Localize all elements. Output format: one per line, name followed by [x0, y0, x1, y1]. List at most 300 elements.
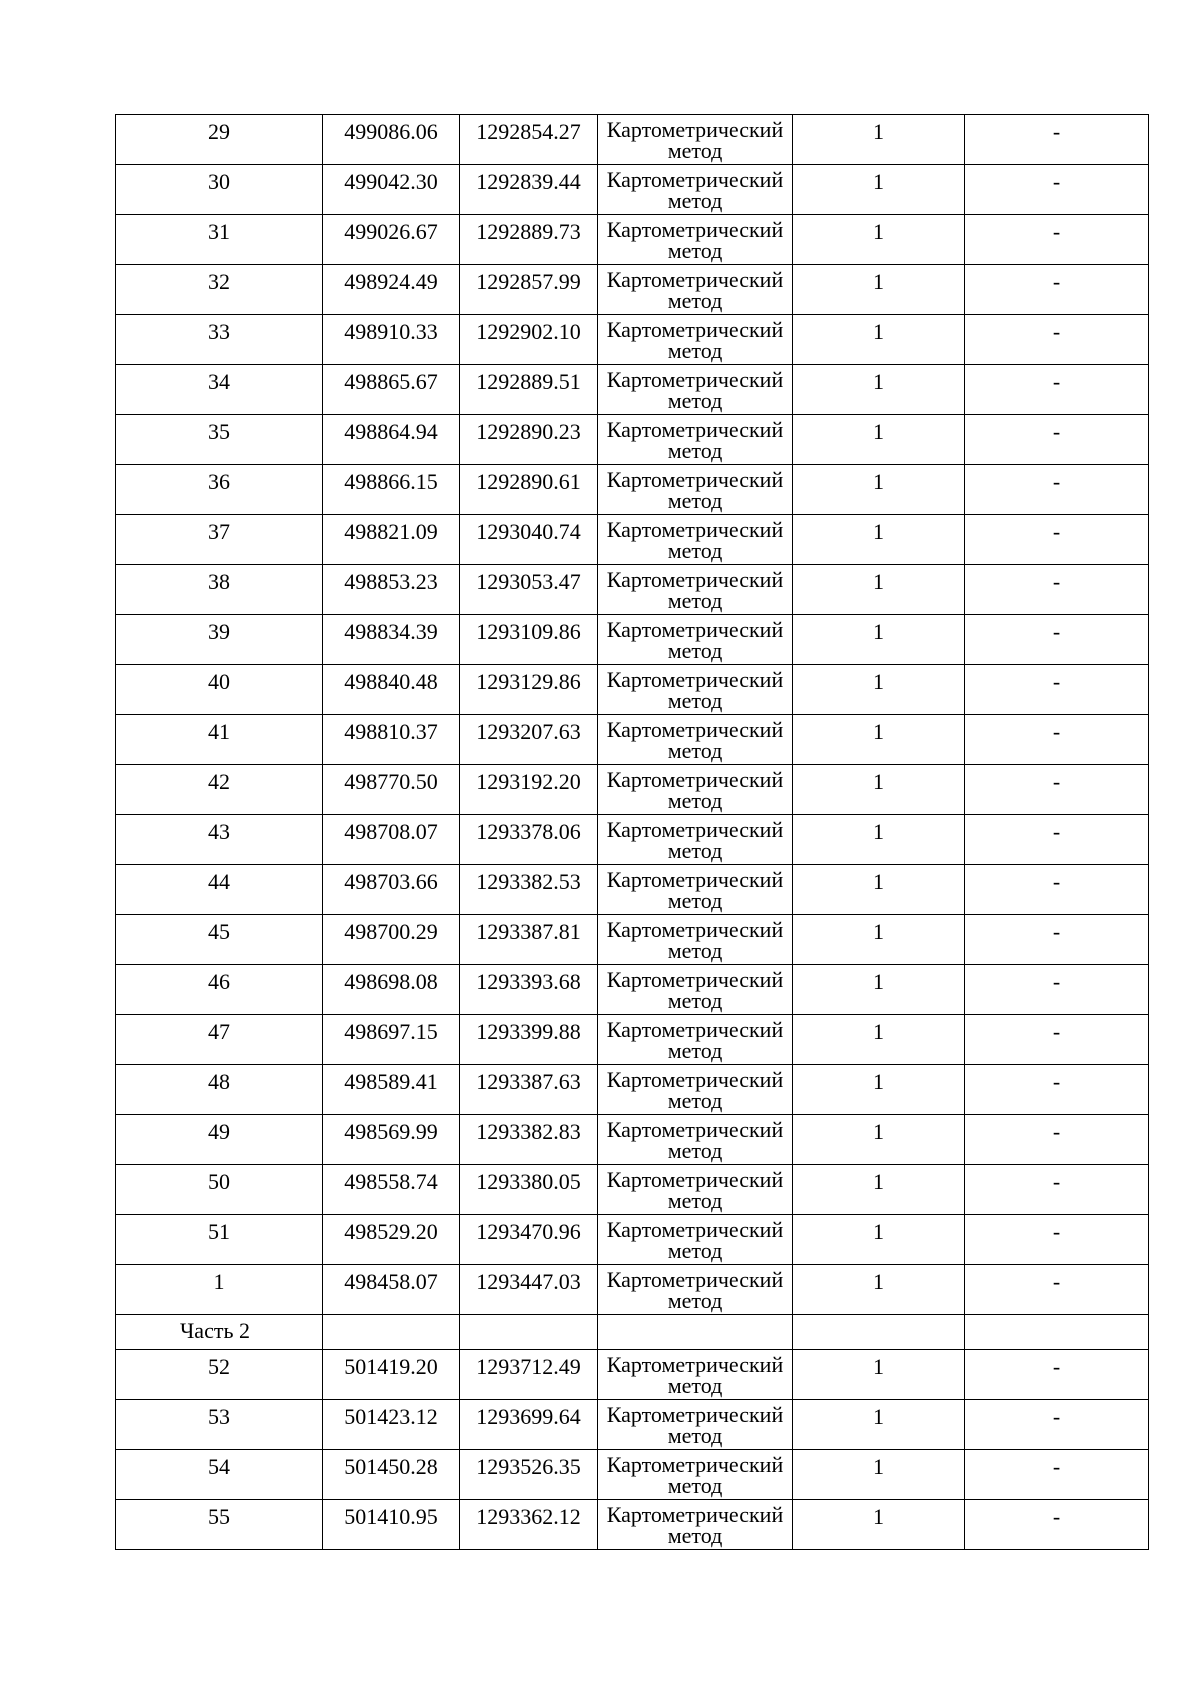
method-cell: [598, 115, 793, 165]
point-number-cell: [116, 165, 323, 215]
accuracy-cell: [793, 365, 965, 415]
table-row: [116, 1500, 1149, 1550]
note-value: -: [1052, 1269, 1061, 1294]
point-number: 49: [208, 1119, 230, 1144]
method-label-line1: Картометрический: [606, 267, 784, 292]
empty-cell: [793, 1315, 965, 1350]
point-number-cell: [116, 1450, 323, 1500]
table-row: [116, 1265, 1149, 1315]
y-coordinate: 1293192.20: [476, 769, 581, 794]
y-coordinate: 1292890.61: [476, 469, 581, 494]
note-value: -: [1052, 369, 1061, 394]
part-label: Часть 2: [180, 1318, 250, 1343]
x-coordinate-cell: [323, 1215, 460, 1265]
method-label-line2: метод: [667, 288, 723, 313]
x-coordinate-cell: [323, 1350, 460, 1400]
x-coordinate: 501450.28: [344, 1454, 438, 1479]
table-row: [116, 1450, 1149, 1500]
y-coordinate: 1293393.68: [476, 969, 581, 994]
point-number: 44: [208, 869, 230, 894]
accuracy-value: 1: [873, 169, 884, 194]
note-value: -: [1052, 619, 1061, 644]
method-cell: [598, 265, 793, 315]
accuracy-cell: [793, 865, 965, 915]
method-cell: [598, 865, 793, 915]
note-cell: [965, 1165, 1149, 1215]
note-value: -: [1052, 669, 1061, 694]
part-label-cell: [116, 1315, 323, 1350]
point-number: 47: [208, 1019, 230, 1044]
accuracy-value: 1: [873, 1069, 884, 1094]
y-coordinate-cell: [460, 365, 598, 415]
accuracy-value: 1: [873, 519, 884, 544]
accuracy-cell: [793, 665, 965, 715]
note-value: -: [1052, 1119, 1061, 1144]
table-row: [116, 1350, 1149, 1400]
accuracy-cell: [793, 615, 965, 665]
point-number: 46: [208, 969, 230, 994]
x-coordinate-cell: [323, 515, 460, 565]
accuracy-value: 1: [873, 1404, 884, 1429]
method-label-line2: метод: [667, 1288, 723, 1313]
method-label-line1: Картометрический: [606, 1067, 784, 1092]
x-coordinate: 498770.50: [344, 769, 438, 794]
method-cell: [598, 765, 793, 815]
x-coordinate-cell: [323, 1265, 460, 1315]
method-label-line2: метод: [667, 388, 723, 413]
y-coordinate-cell: [460, 1115, 598, 1165]
accuracy-cell: [793, 1115, 965, 1165]
method-label-line1: Картометрический: [606, 617, 784, 642]
method-label-line2: метод: [667, 588, 723, 613]
point-number: 41: [208, 719, 230, 744]
y-coordinate: 1292902.10: [476, 319, 581, 344]
x-coordinate-cell: [323, 115, 460, 165]
y-coordinate-cell: [460, 565, 598, 615]
method-cell: [598, 165, 793, 215]
note-value: -: [1052, 469, 1061, 494]
accuracy-value: 1: [873, 1019, 884, 1044]
method-cell: [598, 815, 793, 865]
accuracy-value: 1: [873, 719, 884, 744]
table-row: [116, 915, 1149, 965]
x-coordinate-cell: [323, 715, 460, 765]
point-number-cell: [116, 865, 323, 915]
note-value: -: [1052, 869, 1061, 894]
accuracy-value: 1: [873, 1354, 884, 1379]
x-coordinate-cell: [323, 465, 460, 515]
x-coordinate: 498834.39: [344, 619, 438, 644]
note-cell: [965, 1400, 1149, 1450]
point-number: 1: [213, 1269, 225, 1294]
method-label-line2: метод: [667, 1238, 723, 1263]
y-coordinate: 1292889.73: [476, 219, 581, 244]
accuracy-cell: [793, 965, 965, 1015]
method-cell: [598, 1400, 793, 1450]
y-coordinate: 1293712.49: [476, 1354, 581, 1379]
point-number-cell: [116, 1215, 323, 1265]
y-coordinate: 1293380.05: [476, 1169, 581, 1194]
table-row: [116, 765, 1149, 815]
x-coordinate: 498458.07: [344, 1269, 438, 1294]
x-coordinate: 498589.41: [344, 1069, 438, 1094]
method-label-line1: Картометрический: [606, 1502, 784, 1527]
method-cell: [598, 715, 793, 765]
point-number: 51: [208, 1219, 230, 1244]
note-cell: [965, 1265, 1149, 1315]
y-coordinate-cell: [460, 615, 598, 665]
note-value: -: [1052, 769, 1061, 794]
accuracy-value: 1: [873, 319, 884, 344]
y-coordinate-cell: [460, 815, 598, 865]
note-value: -: [1052, 1219, 1061, 1244]
point-number-cell: [116, 715, 323, 765]
y-coordinate: 1293470.96: [476, 1219, 581, 1244]
table-row: [116, 1115, 1149, 1165]
x-coordinate: 498865.67: [344, 369, 438, 394]
point-number-cell: [116, 615, 323, 665]
accuracy-value: 1: [873, 419, 884, 444]
x-coordinate-cell: [323, 265, 460, 315]
x-coordinate: 498864.94: [344, 419, 438, 444]
y-coordinate-cell: [460, 415, 598, 465]
accuracy-cell: [793, 315, 965, 365]
point-number: 33: [208, 319, 230, 344]
method-label-line2: метод: [667, 1473, 723, 1498]
note-value: -: [1052, 219, 1061, 244]
table-row: [116, 1065, 1149, 1115]
point-number: 29: [208, 119, 230, 144]
x-coordinate-cell: [323, 915, 460, 965]
x-coordinate: 498529.20: [344, 1219, 438, 1244]
accuracy-cell: [793, 165, 965, 215]
accuracy-cell: [793, 465, 965, 515]
coordinates-table-body: [116, 115, 1149, 1550]
note-cell: [965, 165, 1149, 215]
accuracy-value: 1: [873, 769, 884, 794]
accuracy-value: 1: [873, 669, 884, 694]
accuracy-value: 1: [873, 269, 884, 294]
x-coordinate-cell: [323, 615, 460, 665]
coordinates-table: [115, 114, 1149, 1550]
point-number: 53: [208, 1404, 230, 1429]
point-number-cell: [116, 465, 323, 515]
method-label-line2: метод: [667, 1523, 723, 1548]
method-label-line2: метод: [667, 438, 723, 463]
accuracy-cell: [793, 1400, 965, 1450]
note-cell: [965, 815, 1149, 865]
method-label-line1: Картометрический: [606, 117, 784, 142]
x-coordinate-cell: [323, 215, 460, 265]
x-coordinate: 498708.07: [344, 819, 438, 844]
x-coordinate: 498700.29: [344, 919, 438, 944]
x-coordinate-cell: [323, 865, 460, 915]
table-row: [116, 815, 1149, 865]
empty-cell: [323, 1315, 460, 1350]
point-number-cell: [116, 765, 323, 815]
note-cell: [965, 215, 1149, 265]
method-label-line2: метод: [667, 888, 723, 913]
note-cell: [965, 1015, 1149, 1065]
accuracy-value: 1: [873, 1219, 884, 1244]
note-cell: [965, 1450, 1149, 1500]
y-coordinate: 1293129.86: [476, 669, 581, 694]
point-number-cell: [116, 315, 323, 365]
x-coordinate: 498810.37: [344, 719, 438, 744]
point-number-cell: [116, 1500, 323, 1550]
note-value: -: [1052, 1354, 1061, 1379]
note-cell: [965, 1115, 1149, 1165]
note-value: -: [1052, 1169, 1061, 1194]
point-number-cell: [116, 415, 323, 465]
y-coordinate-cell: [460, 865, 598, 915]
accuracy-value: 1: [873, 1269, 884, 1294]
y-coordinate: 1293387.81: [476, 919, 581, 944]
accuracy-cell: [793, 1215, 965, 1265]
y-coordinate: 1292890.23: [476, 419, 581, 444]
x-coordinate-cell: [323, 965, 460, 1015]
point-number-cell: [116, 1265, 323, 1315]
method-label-line2: метод: [667, 138, 723, 163]
note-cell: [965, 415, 1149, 465]
method-label-line2: метод: [667, 338, 723, 363]
accuracy-value: 1: [873, 819, 884, 844]
note-cell: [965, 115, 1149, 165]
method-label-line2: метод: [667, 638, 723, 663]
note-value: -: [1052, 1504, 1061, 1529]
accuracy-value: 1: [873, 469, 884, 494]
y-coordinate: 1293382.83: [476, 1119, 581, 1144]
accuracy-cell: [793, 1500, 965, 1550]
accuracy-cell: [793, 1015, 965, 1065]
y-coordinate-cell: [460, 1450, 598, 1500]
accuracy-cell: [793, 1350, 965, 1400]
point-number: 52: [208, 1354, 230, 1379]
point-number: 35: [208, 419, 230, 444]
note-cell: [965, 715, 1149, 765]
x-coordinate-cell: [323, 1450, 460, 1500]
x-coordinate-cell: [323, 665, 460, 715]
y-coordinate: 1292839.44: [476, 169, 581, 194]
method-cell: [598, 365, 793, 415]
y-coordinate-cell: [460, 165, 598, 215]
y-coordinate-cell: [460, 715, 598, 765]
accuracy-value: 1: [873, 969, 884, 994]
method-cell: [598, 1215, 793, 1265]
table-row: [116, 415, 1149, 465]
y-coordinate-cell: [460, 315, 598, 365]
y-coordinate: 1293382.53: [476, 869, 581, 894]
x-coordinate: 498840.48: [344, 669, 438, 694]
x-coordinate: 498703.66: [344, 869, 438, 894]
y-coordinate-cell: [460, 765, 598, 815]
table-row: [116, 215, 1149, 265]
x-coordinate: 499042.30: [344, 169, 438, 194]
accuracy-cell: [793, 415, 965, 465]
accuracy-cell: [793, 1450, 965, 1500]
point-number-cell: [116, 565, 323, 615]
note-cell: [965, 465, 1149, 515]
method-cell: [598, 915, 793, 965]
method-label-line1: Картометрический: [606, 567, 784, 592]
note-value: -: [1052, 1454, 1061, 1479]
point-number: 43: [208, 819, 230, 844]
table-row: [116, 165, 1149, 215]
point-number-cell: [116, 365, 323, 415]
accuracy-cell: [793, 915, 965, 965]
point-number: 45: [208, 919, 230, 944]
point-number: 34: [208, 369, 230, 394]
method-label-line2: метод: [667, 1423, 723, 1448]
note-cell: [965, 665, 1149, 715]
x-coordinate-cell: [323, 1400, 460, 1450]
method-label-line1: Картометрический: [606, 667, 784, 692]
method-label-line2: метод: [667, 238, 723, 263]
point-number: 39: [208, 619, 230, 644]
y-coordinate: 1293526.35: [476, 1454, 581, 1479]
accuracy-value: 1: [873, 219, 884, 244]
method-label-line1: Картометрический: [606, 1167, 784, 1192]
y-coordinate: 1293207.63: [476, 719, 581, 744]
accuracy-cell: [793, 115, 965, 165]
point-number: 36: [208, 469, 230, 494]
method-label-line2: метод: [667, 1373, 723, 1398]
point-number-cell: [116, 515, 323, 565]
table-row: [116, 315, 1149, 365]
note-value: -: [1052, 119, 1061, 144]
x-coordinate-cell: [323, 1165, 460, 1215]
method-cell: [598, 215, 793, 265]
method-label-line2: метод: [667, 688, 723, 713]
y-coordinate-cell: [460, 115, 598, 165]
accuracy-value: 1: [873, 1119, 884, 1144]
point-number-cell: [116, 915, 323, 965]
y-coordinate-cell: [460, 665, 598, 715]
y-coordinate: 1293447.03: [476, 1269, 581, 1294]
part-heading-row: [116, 1315, 1149, 1350]
accuracy-value: 1: [873, 919, 884, 944]
point-number: 30: [208, 169, 230, 194]
accuracy-cell: [793, 715, 965, 765]
note-value: -: [1052, 1069, 1061, 1094]
table-row: [116, 665, 1149, 715]
method-label-line2: метод: [667, 838, 723, 863]
x-coordinate-cell: [323, 565, 460, 615]
point-number: 54: [208, 1454, 230, 1479]
table-row: [116, 1215, 1149, 1265]
table-row: [116, 115, 1149, 165]
method-cell: [598, 315, 793, 365]
y-coordinate-cell: [460, 1165, 598, 1215]
point-number: 42: [208, 769, 230, 794]
y-coordinate: 1292854.27: [476, 119, 581, 144]
method-label-line1: Картометрический: [606, 467, 784, 492]
method-label-line1: Картометрический: [606, 1217, 784, 1242]
method-label-line2: метод: [667, 188, 723, 213]
note-cell: [965, 1350, 1149, 1400]
method-label-line2: метод: [667, 1038, 723, 1063]
note-cell: [965, 365, 1149, 415]
y-coordinate: 1293109.86: [476, 619, 581, 644]
note-cell: [965, 765, 1149, 815]
note-value: -: [1052, 319, 1061, 344]
y-coordinate: 1292889.51: [476, 369, 581, 394]
accuracy-cell: [793, 765, 965, 815]
note-cell: [965, 1500, 1149, 1550]
y-coordinate-cell: [460, 515, 598, 565]
note-value: -: [1052, 1019, 1061, 1044]
method-cell: [598, 565, 793, 615]
method-label-line2: метод: [667, 988, 723, 1013]
method-cell: [598, 665, 793, 715]
table-row: [116, 565, 1149, 615]
y-coordinate-cell: [460, 465, 598, 515]
method-label-line1: Картометрический: [606, 217, 784, 242]
note-cell: [965, 515, 1149, 565]
note-value: -: [1052, 1404, 1061, 1429]
table-row: [116, 865, 1149, 915]
note-value: -: [1052, 419, 1061, 444]
method-label-line1: Картометрический: [606, 717, 784, 742]
x-coordinate-cell: [323, 1500, 460, 1550]
table-row: [116, 715, 1149, 765]
y-coordinate-cell: [460, 915, 598, 965]
accuracy-value: 1: [873, 619, 884, 644]
method-cell: [598, 515, 793, 565]
method-label-line1: Картометрический: [606, 917, 784, 942]
x-coordinate: 498558.74: [344, 1169, 438, 1194]
point-number-cell: [116, 1165, 323, 1215]
method-cell: [598, 965, 793, 1015]
table-row: [116, 1015, 1149, 1065]
table-row: [116, 1165, 1149, 1215]
note-value: -: [1052, 719, 1061, 744]
note-cell: [965, 315, 1149, 365]
y-coordinate: 1293699.64: [476, 1404, 581, 1429]
table-row: [116, 1400, 1149, 1450]
accuracy-cell: [793, 265, 965, 315]
accuracy-value: 1: [873, 869, 884, 894]
method-label-line1: Картометрический: [606, 317, 784, 342]
point-number-cell: [116, 815, 323, 865]
note-value: -: [1052, 819, 1061, 844]
point-number: 38: [208, 569, 230, 594]
y-coordinate: 1293378.06: [476, 819, 581, 844]
accuracy-value: 1: [873, 569, 884, 594]
point-number-cell: [116, 1115, 323, 1165]
y-coordinate-cell: [460, 965, 598, 1015]
method-label-line1: Картометрический: [606, 167, 784, 192]
y-coordinate-cell: [460, 1265, 598, 1315]
y-coordinate-cell: [460, 1350, 598, 1400]
empty-cell: [460, 1315, 598, 1350]
point-number-cell: [116, 115, 323, 165]
point-number: 48: [208, 1069, 230, 1094]
x-coordinate: 501419.20: [344, 1354, 438, 1379]
method-label-line1: Картометрический: [606, 1117, 784, 1142]
x-coordinate: 499086.06: [344, 119, 438, 144]
method-cell: [598, 1115, 793, 1165]
x-coordinate: 498821.09: [344, 519, 438, 544]
point-number-cell: [116, 1400, 323, 1450]
method-label-line1: Картометрический: [606, 817, 784, 842]
accuracy-cell: [793, 1265, 965, 1315]
point-number: 37: [208, 519, 230, 544]
x-coordinate-cell: [323, 1115, 460, 1165]
empty-cell: [598, 1315, 793, 1350]
method-label-line2: метод: [667, 1188, 723, 1213]
note-value: -: [1052, 169, 1061, 194]
